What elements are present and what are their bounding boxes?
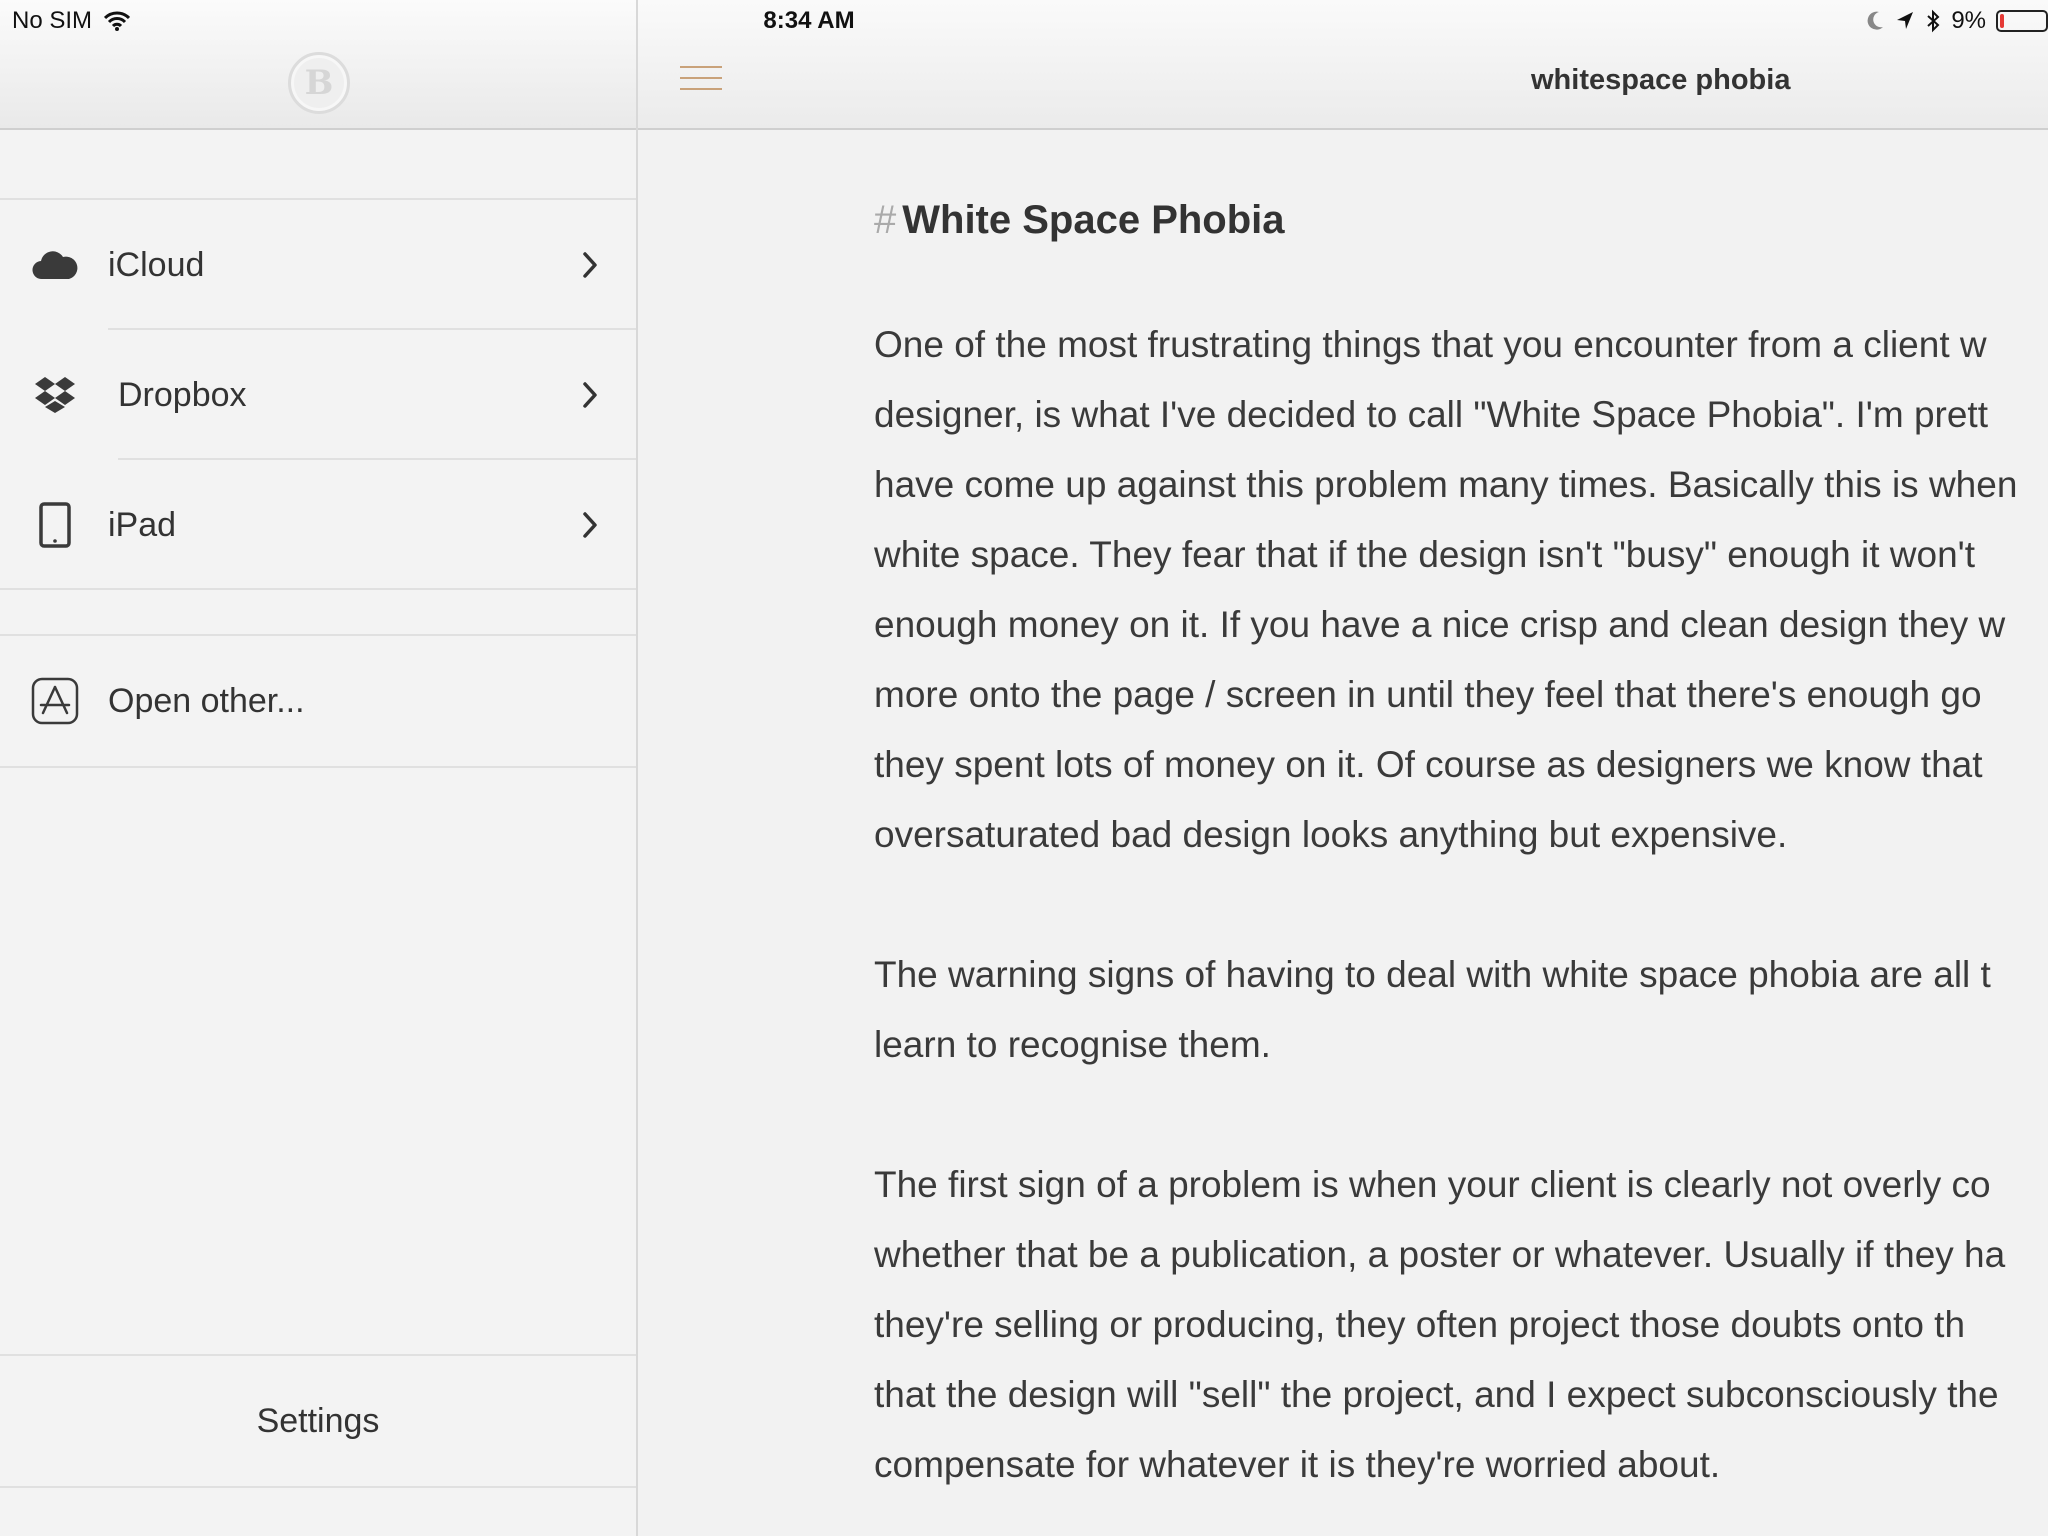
text-line: One of the most frustrating things that you encounter from a client w — [874, 324, 1987, 365]
chevron-right-icon — [576, 381, 604, 409]
settings-label: Settings — [256, 1401, 380, 1440]
text-line: oversaturated bad design looks anything but expensive. — [874, 814, 1788, 855]
cloud-icon — [30, 240, 80, 290]
heading-text: White Space Phobia — [902, 198, 1285, 242]
text-line: have come up against this problem many times. Basically this is when — [874, 464, 2018, 505]
sidebar-item-label: Dropbox — [118, 375, 247, 414]
text-line: designer, is what I've decided to call "White Space Phobia". I'm prett — [874, 394, 1988, 435]
sidebar — [0, 0, 638, 1536]
open-other-button[interactable] — [0, 634, 636, 768]
open-other-label: Open other... — [108, 681, 305, 720]
editor-pane — [638, 0, 2048, 1536]
menu-button[interactable] — [680, 66, 724, 98]
text-line: enough money on it. If you have a nice crisp and clean design they w — [874, 604, 2006, 645]
app-logo — [288, 52, 350, 114]
text-line: whether that be a publication, a poster or whatever. Usually if they ha — [874, 1234, 2006, 1275]
sidebar-item-icloud[interactable] — [0, 200, 636, 330]
app-store-icon — [30, 676, 80, 726]
battery-icon — [1996, 10, 2048, 32]
ipad-icon — [30, 500, 80, 550]
document-heading — [874, 190, 2048, 250]
text-line: they're selling or producing, they often project those doubts onto th — [874, 1304, 1966, 1345]
text-line: they spent lots of money on it. Of course as designers we know that — [874, 744, 1983, 785]
moon-icon — [1865, 10, 1885, 32]
text-line: more onto the page / screen in until they feel that there's enough go — [874, 674, 1982, 715]
paragraph-3 — [874, 1150, 2048, 1500]
heading-marker: # — [874, 198, 897, 242]
logo-letter: B — [304, 63, 334, 103]
document-title: whitespace phobia — [1531, 64, 1791, 96]
text-line: that the design will "sell" the project, and I expect subconsciously the — [874, 1374, 1999, 1415]
chevron-right-icon — [576, 511, 604, 539]
carrier-label: No SIM — [12, 7, 93, 34]
text-line: white space. They fear that if the design isn't "busy" enough it won't — [874, 534, 1976, 575]
sidebar-item-dropbox[interactable] — [0, 330, 636, 460]
battery-level — [2000, 14, 2004, 28]
settings-button[interactable] — [0, 1354, 636, 1488]
sidebar-item-label: iPad — [108, 505, 177, 544]
clock: 8:34 AM — [763, 7, 855, 34]
wifi-icon — [104, 11, 130, 31]
dropbox-icon — [30, 370, 80, 420]
status-bar — [0, 0, 2048, 40]
text-line: compensate for whatever it is they're worried about. — [874, 1444, 1721, 1485]
chevron-right-icon — [576, 251, 604, 279]
paragraph-1 — [874, 310, 2048, 870]
bluetooth-icon — [1925, 9, 1941, 33]
locations-list — [0, 198, 636, 590]
status-right — [1865, 7, 2048, 35]
paragraph-2 — [874, 940, 2048, 1080]
text-line: The warning signs of having to deal with white space phobia are all t — [874, 954, 1991, 995]
editor-text-area[interactable] — [874, 190, 2048, 1500]
battery-percent: 9% — [1951, 7, 1986, 34]
text-line: The first sign of a problem is when your client is clearly not overly co — [874, 1164, 1991, 1205]
text-line: learn to recognise them. — [874, 1024, 1271, 1065]
hamburger-icon — [680, 66, 722, 68]
sidebar-item-label: iCloud — [108, 245, 205, 284]
sidebar-item-ipad[interactable] — [0, 460, 636, 590]
status-left — [12, 7, 130, 35]
location-arrow-icon — [1895, 10, 1915, 32]
